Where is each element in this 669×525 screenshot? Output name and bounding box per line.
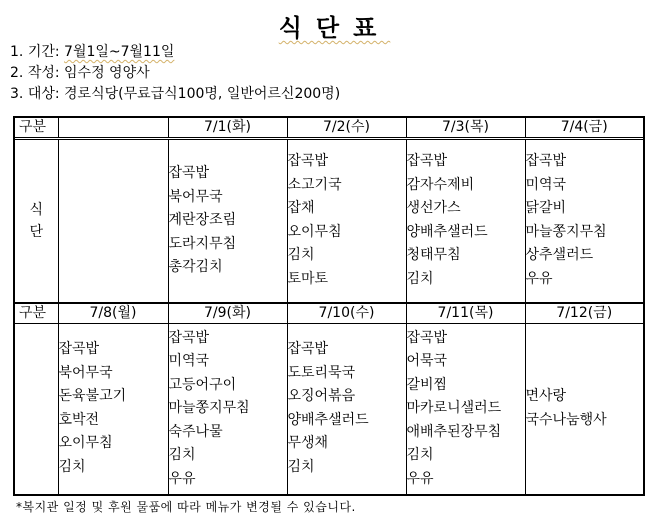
week1-date-tue: 7/1(화) — [168, 117, 287, 137]
menu-item: 김치 — [168, 447, 196, 464]
menu-item: 닭갈비 — [525, 200, 567, 217]
menu-item: 상추샐러드 — [525, 247, 594, 264]
menu-item: 오이무침 — [58, 435, 113, 452]
week1-date-thu: 7/3(목) — [406, 117, 525, 137]
menu-item: 청태무침 — [406, 247, 461, 264]
week1-menu-row — [14, 139, 644, 303]
menu-item: 생선가스 — [406, 200, 461, 217]
menu-item: 갈비찜 — [406, 376, 448, 393]
menu-item: 잡곡밥 — [525, 153, 567, 170]
week1-row-label: 식 단 — [14, 139, 58, 303]
week2-header-row — [14, 303, 644, 323]
info-list — [10, 42, 340, 105]
menu-item: 김치 — [287, 458, 315, 475]
week2-date-wed: 7/10(수) — [287, 303, 406, 323]
menu-item: 총각김치 — [168, 259, 223, 276]
week2-menu-wed — [287, 323, 406, 495]
menu-item: 오징어볶음 — [287, 388, 356, 405]
info-target: 3. 대상: 경로식당(무료급식100명, 일반어르신200명) — [10, 86, 341, 102]
week1-date-empty — [58, 117, 168, 137]
menu-item: 잡곡밥 — [58, 341, 100, 358]
menu-table — [13, 116, 645, 496]
week1-menu-tue — [168, 139, 287, 303]
info-period: 1. 기간: 7월1일~7월11일 — [10, 44, 175, 60]
week2-menu-tue — [168, 323, 287, 495]
week1-header-row — [14, 117, 644, 137]
menu-item: 국수나눔행사 — [525, 411, 607, 428]
menu-item: 잡곡밥 — [406, 153, 448, 170]
menu-item: 양배추샐러드 — [287, 411, 369, 428]
menu-item: 잡곡밥 — [287, 341, 329, 358]
menu-item: 우유 — [168, 470, 196, 487]
week2-row-label — [14, 323, 58, 495]
week2-date-fri: 7/12(금) — [525, 303, 644, 323]
week2-date-thu: 7/11(목) — [406, 303, 525, 323]
menu-item: 애배추된장무침 — [406, 423, 502, 440]
menu-item: 김치 — [287, 247, 315, 264]
menu-item: 우유 — [525, 270, 553, 287]
menu-item: 잡곡밥 — [406, 329, 448, 346]
week2-header-label: 구분 — [14, 303, 58, 323]
menu-item: 감자수제비 — [406, 176, 475, 193]
menu-item: 돈육불고기 — [58, 388, 127, 405]
week2-date-tue: 7/9(화) — [168, 303, 287, 323]
menu-item: 우유 — [406, 470, 434, 487]
menu-item: 양배추샐러드 — [406, 223, 488, 240]
menu-item: 잡곡밥 — [287, 153, 329, 170]
info-author: 2. 작성: 임수정 영양사 — [10, 65, 150, 81]
week1-menu-thu — [406, 139, 525, 303]
menu-item: 소고기국 — [287, 176, 342, 193]
week2-menu-fri — [525, 323, 644, 495]
menu-item: 미역국 — [168, 353, 210, 370]
menu-item: 김치 — [406, 447, 434, 464]
menu-item: 마늘쫑지무침 — [168, 400, 250, 417]
menu-item: 마늘쫑지무침 — [525, 223, 607, 240]
menu-item: 도라지무침 — [168, 235, 237, 252]
footnote: *복지관 일정 및 후원 물품에 따라 메뉴가 변경될 수 있습니다. — [16, 500, 356, 514]
menu-item: 북어무국 — [58, 364, 113, 381]
week1-menu-empty — [58, 139, 168, 303]
menu-item: 마카로니샐러드 — [406, 400, 502, 417]
week2-menu-thu — [406, 323, 525, 495]
week1-date-fri: 7/4(금) — [525, 117, 644, 137]
menu-item: 김치 — [58, 458, 86, 475]
menu-item: 도토리묵국 — [287, 364, 356, 381]
menu-item: 미역국 — [525, 176, 567, 193]
page-title: 식단표 — [278, 14, 391, 42]
menu-item: 토마토 — [287, 270, 329, 287]
menu-item: 잡곡밥 — [168, 329, 210, 346]
menu-item: 계란장조림 — [168, 212, 237, 229]
week2-menu-mon — [58, 323, 168, 495]
menu-item: 잡채 — [287, 200, 315, 217]
menu-item: 고등어구이 — [168, 376, 237, 393]
menu-item: 북어무국 — [168, 188, 223, 205]
menu-item: 김치 — [406, 270, 434, 287]
menu-item: 무생채 — [287, 435, 329, 452]
menu-item: 잡곡밥 — [168, 165, 210, 182]
week1-menu-fri — [525, 139, 644, 303]
week1-header-label: 구분 — [14, 117, 58, 137]
week1-date-wed: 7/2(수) — [287, 117, 406, 137]
menu-item: 숙주나물 — [168, 423, 223, 440]
week1-menu-wed — [287, 139, 406, 303]
menu-item: 면사랑 — [525, 388, 567, 405]
week2-menu-row — [14, 323, 644, 495]
menu-item: 호박전 — [58, 411, 100, 428]
menu-item: 오이무침 — [287, 223, 342, 240]
week2-date-mon: 7/8(월) — [58, 303, 168, 323]
menu-item: 어묵국 — [406, 353, 448, 370]
